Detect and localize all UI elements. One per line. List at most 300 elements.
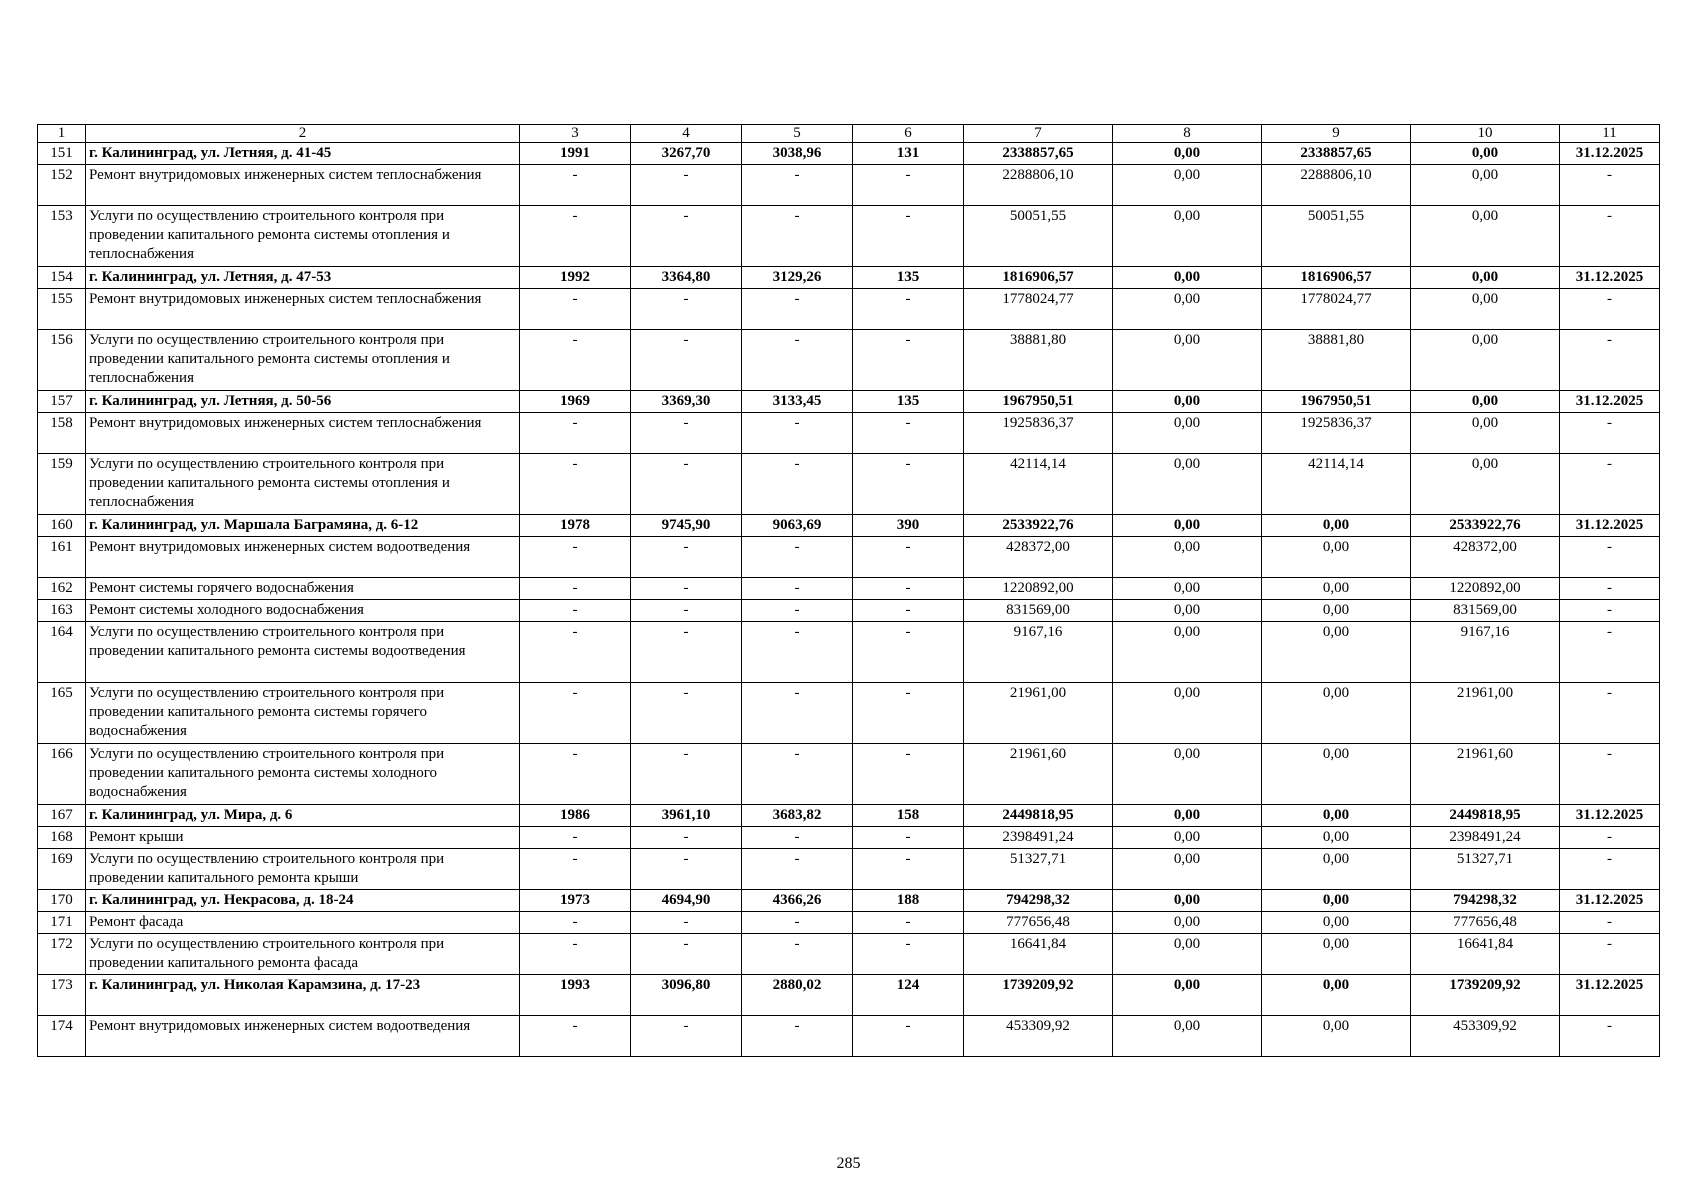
work-item-row [38, 934, 1660, 975]
description-cell: Услуги по осуществлению строительного контроля при проведении капитального ремонта системы отопления и теплоснабжения [86, 206, 520, 267]
living-area-cell: - [742, 849, 853, 890]
fund-cell-8: 0,00 [1113, 206, 1262, 267]
description-cell: Ремонт системы горячего водоснабжения [86, 578, 520, 600]
year-cell: - [520, 683, 631, 744]
year-cell: 1991 [520, 143, 631, 165]
year-cell: 1978 [520, 515, 631, 537]
work-item-row [38, 744, 1660, 805]
row-number-cell: 158 [38, 413, 86, 454]
total-cost-cell: 2449818,95 [964, 805, 1113, 827]
residents-cell: - [853, 330, 964, 391]
total-area-cell: - [631, 289, 742, 330]
total-cost-cell: 9167,16 [964, 622, 1113, 683]
year-cell: 1973 [520, 890, 631, 912]
row-number-cell: 151 [38, 143, 86, 165]
total-cost-cell: 51327,71 [964, 849, 1113, 890]
total-cost-cell: 2338857,65 [964, 143, 1113, 165]
residents-cell: - [853, 912, 964, 934]
deadline-cell: - [1560, 537, 1660, 578]
total-cost-cell: 777656,48 [964, 912, 1113, 934]
year-cell: - [520, 1016, 631, 1057]
total-area-cell: - [631, 413, 742, 454]
living-area-cell: - [742, 330, 853, 391]
description-cell: Услуги по осуществлению строительного контроля при проведении капитального ремонта системы горячего водоснабжения [86, 683, 520, 744]
residents-cell: 135 [853, 267, 964, 289]
fund-cell-9: 0,00 [1262, 805, 1411, 827]
total-cost-cell: 2398491,24 [964, 827, 1113, 849]
total-cost-cell: 16641,84 [964, 934, 1113, 975]
year-cell: - [520, 330, 631, 391]
fund-cell-10: 0,00 [1411, 289, 1560, 330]
work-item-row [38, 537, 1660, 578]
residents-cell: - [853, 165, 964, 206]
work-item-row [38, 600, 1660, 622]
residents-cell: - [853, 206, 964, 267]
header-cell: 10 [1411, 125, 1560, 143]
header-cell: 6 [853, 125, 964, 143]
fund-cell-8: 0,00 [1113, 975, 1262, 1016]
year-cell: - [520, 934, 631, 975]
deadline-cell: - [1560, 289, 1660, 330]
residents-cell: - [853, 934, 964, 975]
total-cost-cell: 453309,92 [964, 1016, 1113, 1057]
row-number-cell: 171 [38, 912, 86, 934]
deadline-cell: 31.12.2025 [1560, 975, 1660, 1016]
year-cell: - [520, 537, 631, 578]
living-area-cell: - [742, 912, 853, 934]
row-number-cell: 161 [38, 537, 86, 578]
address-row [38, 890, 1660, 912]
row-number-cell: 168 [38, 827, 86, 849]
description-cell: Услуги по осуществлению строительного контроля при проведении капитального ремонта системы водоотведения [86, 622, 520, 683]
header-cell: 7 [964, 125, 1113, 143]
residents-cell: - [853, 578, 964, 600]
year-cell: - [520, 578, 631, 600]
year-cell: - [520, 454, 631, 515]
living-area-cell: - [742, 827, 853, 849]
row-number-cell: 154 [38, 267, 86, 289]
row-number-cell: 170 [38, 890, 86, 912]
fund-cell-8: 0,00 [1113, 578, 1262, 600]
header-cell: 1 [38, 125, 86, 143]
total-area-cell: - [631, 683, 742, 744]
living-area-cell: - [742, 622, 853, 683]
total-area-cell: 4694,90 [631, 890, 742, 912]
fund-cell-9: 0,00 [1262, 515, 1411, 537]
year-cell: - [520, 600, 631, 622]
header-cell: 5 [742, 125, 853, 143]
fund-cell-9: 0,00 [1262, 849, 1411, 890]
fund-cell-8: 0,00 [1113, 934, 1262, 975]
year-cell: 1992 [520, 267, 631, 289]
total-cost-cell: 42114,14 [964, 454, 1113, 515]
fund-cell-10: 2533922,76 [1411, 515, 1560, 537]
work-item-row [38, 165, 1660, 206]
deadline-cell: 31.12.2025 [1560, 515, 1660, 537]
description-cell: Услуги по осуществлению строительного контроля при проведении капитального ремонта системы отопления и теплоснабжения [86, 454, 520, 515]
fund-cell-9: 0,00 [1262, 890, 1411, 912]
fund-cell-10: 428372,00 [1411, 537, 1560, 578]
fund-cell-9: 0,00 [1262, 578, 1411, 600]
fund-cell-10: 2398491,24 [1411, 827, 1560, 849]
work-item-row [38, 912, 1660, 934]
fund-cell-8: 0,00 [1113, 805, 1262, 827]
fund-cell-10: 21961,00 [1411, 683, 1560, 744]
total-cost-cell: 1220892,00 [964, 578, 1113, 600]
fund-cell-8: 0,00 [1113, 827, 1262, 849]
total-area-cell: 3364,80 [631, 267, 742, 289]
fund-cell-10: 1220892,00 [1411, 578, 1560, 600]
header-cell: 9 [1262, 125, 1411, 143]
fund-cell-9: 0,00 [1262, 827, 1411, 849]
fund-cell-10: 831569,00 [1411, 600, 1560, 622]
total-area-cell: - [631, 849, 742, 890]
table-body [38, 125, 1660, 1057]
fund-cell-10: 9167,16 [1411, 622, 1560, 683]
year-cell: - [520, 622, 631, 683]
fund-cell-9: 1816906,57 [1262, 267, 1411, 289]
fund-cell-8: 0,00 [1113, 849, 1262, 890]
living-area-cell: - [742, 1016, 853, 1057]
deadline-cell: - [1560, 413, 1660, 454]
row-number-cell: 164 [38, 622, 86, 683]
header-cell: 3 [520, 125, 631, 143]
total-cost-cell: 1816906,57 [964, 267, 1113, 289]
deadline-cell: - [1560, 683, 1660, 744]
row-number-cell: 167 [38, 805, 86, 827]
living-area-cell: 3133,45 [742, 391, 853, 413]
residents-cell: 158 [853, 805, 964, 827]
fund-cell-10: 0,00 [1411, 267, 1560, 289]
living-area-cell: - [742, 537, 853, 578]
residents-cell: - [853, 537, 964, 578]
work-item-row [38, 413, 1660, 454]
year-cell: - [520, 827, 631, 849]
residents-cell: 135 [853, 391, 964, 413]
total-area-cell: 3267,70 [631, 143, 742, 165]
total-cost-cell: 428372,00 [964, 537, 1113, 578]
deadline-cell: - [1560, 744, 1660, 805]
description-cell: г. Калининград, ул. Николая Карамзина, д. 17-23 [86, 975, 520, 1016]
deadline-cell: - [1560, 454, 1660, 515]
residents-cell: 390 [853, 515, 964, 537]
living-area-cell: - [742, 934, 853, 975]
row-number-cell: 153 [38, 206, 86, 267]
description-cell: Услуги по осуществлению строительного контроля при проведении капитального ремонта фасада [86, 934, 520, 975]
total-cost-cell: 1925836,37 [964, 413, 1113, 454]
capital-repair-table [37, 124, 1660, 1057]
total-cost-cell: 2288806,10 [964, 165, 1113, 206]
work-item-row [38, 622, 1660, 683]
page-number: 285 [836, 1155, 861, 1172]
fund-cell-8: 0,00 [1113, 890, 1262, 912]
residents-cell: - [853, 600, 964, 622]
deadline-cell: - [1560, 912, 1660, 934]
row-number-cell: 173 [38, 975, 86, 1016]
total-area-cell: 3096,80 [631, 975, 742, 1016]
table-header-row [38, 125, 1660, 143]
fund-cell-8: 0,00 [1113, 537, 1262, 578]
row-number-cell: 162 [38, 578, 86, 600]
deadline-cell: - [1560, 578, 1660, 600]
row-number-cell: 165 [38, 683, 86, 744]
description-cell: г. Калининград, ул. Маршала Баграмяна, д. 6-12 [86, 515, 520, 537]
year-cell: - [520, 744, 631, 805]
header-cell: 11 [1560, 125, 1660, 143]
fund-cell-10: 0,00 [1411, 454, 1560, 515]
year-cell: - [520, 912, 631, 934]
row-number-cell: 166 [38, 744, 86, 805]
fund-cell-10: 51327,71 [1411, 849, 1560, 890]
fund-cell-9: 42114,14 [1262, 454, 1411, 515]
fund-cell-10: 777656,48 [1411, 912, 1560, 934]
work-item-row [38, 330, 1660, 391]
deadline-cell: - [1560, 600, 1660, 622]
total-cost-cell: 38881,80 [964, 330, 1113, 391]
year-cell: - [520, 413, 631, 454]
total-cost-cell: 21961,00 [964, 683, 1113, 744]
deadline-cell: - [1560, 165, 1660, 206]
fund-cell-10: 0,00 [1411, 206, 1560, 267]
total-area-cell: - [631, 744, 742, 805]
year-cell: - [520, 165, 631, 206]
address-row [38, 143, 1660, 165]
row-number-cell: 159 [38, 454, 86, 515]
total-area-cell: - [631, 934, 742, 975]
fund-cell-9: 1967950,51 [1262, 391, 1411, 413]
fund-cell-9: 0,00 [1262, 683, 1411, 744]
header-cell: 8 [1113, 125, 1262, 143]
total-area-cell: - [631, 537, 742, 578]
work-item-row [38, 1016, 1660, 1057]
total-area-cell: - [631, 206, 742, 267]
living-area-cell: - [742, 454, 853, 515]
living-area-cell: - [742, 206, 853, 267]
fund-cell-8: 0,00 [1113, 600, 1262, 622]
address-row [38, 267, 1660, 289]
fund-cell-8: 0,00 [1113, 744, 1262, 805]
address-row [38, 391, 1660, 413]
year-cell: 1986 [520, 805, 631, 827]
work-item-row [38, 849, 1660, 890]
total-cost-cell: 2533922,76 [964, 515, 1113, 537]
description-cell: Ремонт внутридомовых инженерных систем водоотведения [86, 537, 520, 578]
fund-cell-10: 0,00 [1411, 143, 1560, 165]
fund-cell-9: 0,00 [1262, 600, 1411, 622]
total-cost-cell: 794298,32 [964, 890, 1113, 912]
fund-cell-9: 1778024,77 [1262, 289, 1411, 330]
fund-cell-8: 0,00 [1113, 143, 1262, 165]
total-area-cell: 3369,30 [631, 391, 742, 413]
living-area-cell: - [742, 165, 853, 206]
residents-cell: - [853, 1016, 964, 1057]
total-area-cell: - [631, 454, 742, 515]
fund-cell-8: 0,00 [1113, 413, 1262, 454]
total-cost-cell: 1778024,77 [964, 289, 1113, 330]
fund-cell-9: 38881,80 [1262, 330, 1411, 391]
deadline-cell: - [1560, 206, 1660, 267]
total-area-cell: 9745,90 [631, 515, 742, 537]
residents-cell: - [853, 413, 964, 454]
address-row [38, 975, 1660, 1016]
living-area-cell: 2880,02 [742, 975, 853, 1016]
fund-cell-10: 453309,92 [1411, 1016, 1560, 1057]
fund-cell-10: 794298,32 [1411, 890, 1560, 912]
fund-cell-10: 2449818,95 [1411, 805, 1560, 827]
description-cell: Услуги по осуществлению строительного контроля при проведении капитального ремонта системы отопления и теплоснабжения [86, 330, 520, 391]
total-cost-cell: 50051,55 [964, 206, 1113, 267]
fund-cell-9: 2338857,65 [1262, 143, 1411, 165]
fund-cell-10: 21961,60 [1411, 744, 1560, 805]
living-area-cell: - [742, 744, 853, 805]
fund-cell-9: 0,00 [1262, 744, 1411, 805]
fund-cell-9: 0,00 [1262, 912, 1411, 934]
fund-cell-8: 0,00 [1113, 515, 1262, 537]
total-cost-cell: 831569,00 [964, 600, 1113, 622]
residents-cell: - [853, 849, 964, 890]
fund-cell-9: 0,00 [1262, 934, 1411, 975]
total-cost-cell: 1739209,92 [964, 975, 1113, 1016]
fund-cell-8: 0,00 [1113, 683, 1262, 744]
description-cell: Ремонт фасада [86, 912, 520, 934]
total-area-cell: - [631, 330, 742, 391]
fund-cell-8: 0,00 [1113, 267, 1262, 289]
work-item-row [38, 454, 1660, 515]
description-cell: Ремонт системы холодного водоснабжения [86, 600, 520, 622]
row-number-cell: 157 [38, 391, 86, 413]
fund-cell-10: 0,00 [1411, 165, 1560, 206]
header-cell: 4 [631, 125, 742, 143]
total-area-cell: 3961,10 [631, 805, 742, 827]
deadline-cell: 31.12.2025 [1560, 391, 1660, 413]
row-number-cell: 169 [38, 849, 86, 890]
deadline-cell: - [1560, 330, 1660, 391]
living-area-cell: 3129,26 [742, 267, 853, 289]
description-cell: Ремонт внутридомовых инженерных систем теплоснабжения [86, 165, 520, 206]
total-area-cell: - [631, 827, 742, 849]
residents-cell: - [853, 622, 964, 683]
fund-cell-10: 0,00 [1411, 391, 1560, 413]
residents-cell: - [853, 454, 964, 515]
deadline-cell: - [1560, 1016, 1660, 1057]
fund-cell-8: 0,00 [1113, 391, 1262, 413]
residents-cell: 131 [853, 143, 964, 165]
row-number-cell: 152 [38, 165, 86, 206]
row-number-cell: 156 [38, 330, 86, 391]
description-cell: Ремонт крыши [86, 827, 520, 849]
fund-cell-10: 16641,84 [1411, 934, 1560, 975]
description-cell: г. Калининград, ул. Летняя, д. 47-53 [86, 267, 520, 289]
description-cell: Ремонт внутридомовых инженерных систем водоотведения [86, 1016, 520, 1057]
residents-cell: 124 [853, 975, 964, 1016]
year-cell: - [520, 206, 631, 267]
row-number-cell: 155 [38, 289, 86, 330]
living-area-cell: 4366,26 [742, 890, 853, 912]
living-area-cell: - [742, 289, 853, 330]
living-area-cell: 3683,82 [742, 805, 853, 827]
total-cost-cell: 1967950,51 [964, 391, 1113, 413]
residents-cell: - [853, 289, 964, 330]
fund-cell-10: 0,00 [1411, 413, 1560, 454]
living-area-cell: 3038,96 [742, 143, 853, 165]
total-area-cell: - [631, 622, 742, 683]
residents-cell: - [853, 744, 964, 805]
work-item-row [38, 206, 1660, 267]
fund-cell-8: 0,00 [1113, 454, 1262, 515]
fund-cell-9: 1925836,37 [1262, 413, 1411, 454]
fund-cell-8: 0,00 [1113, 622, 1262, 683]
living-area-cell: - [742, 683, 853, 744]
work-item-row [38, 289, 1660, 330]
fund-cell-9: 0,00 [1262, 537, 1411, 578]
row-number-cell: 174 [38, 1016, 86, 1057]
deadline-cell: 31.12.2025 [1560, 890, 1660, 912]
fund-cell-8: 0,00 [1113, 289, 1262, 330]
description-cell: Услуги по осуществлению строительного контроля при проведении капитального ремонта системы холодного водоснабжения [86, 744, 520, 805]
deadline-cell: - [1560, 849, 1660, 890]
work-item-row [38, 578, 1660, 600]
description-cell: г. Калининград, ул. Летняя, д. 50-56 [86, 391, 520, 413]
work-item-row [38, 827, 1660, 849]
living-area-cell: - [742, 600, 853, 622]
description-cell: Ремонт внутридомовых инженерных систем теплоснабжения [86, 413, 520, 454]
living-area-cell: - [742, 413, 853, 454]
deadline-cell: - [1560, 622, 1660, 683]
year-cell: - [520, 849, 631, 890]
description-cell: Услуги по осуществлению строительного контроля при проведении капитального ремонта крыши [86, 849, 520, 890]
fund-cell-8: 0,00 [1113, 330, 1262, 391]
fund-cell-9: 0,00 [1262, 622, 1411, 683]
fund-cell-10: 1739209,92 [1411, 975, 1560, 1016]
fund-cell-9: 0,00 [1262, 1016, 1411, 1057]
fund-cell-10: 0,00 [1411, 330, 1560, 391]
deadline-cell: 31.12.2025 [1560, 267, 1660, 289]
description-cell: г. Калининград, ул. Некрасова, д. 18-24 [86, 890, 520, 912]
fund-cell-8: 0,00 [1113, 165, 1262, 206]
fund-cell-9: 2288806,10 [1262, 165, 1411, 206]
fund-cell-9: 50051,55 [1262, 206, 1411, 267]
year-cell: - [520, 289, 631, 330]
residents-cell: - [853, 683, 964, 744]
deadline-cell: 31.12.2025 [1560, 143, 1660, 165]
total-area-cell: - [631, 912, 742, 934]
deadline-cell: - [1560, 827, 1660, 849]
living-area-cell: - [742, 578, 853, 600]
description-cell: г. Калининград, ул. Летняя, д. 41-45 [86, 143, 520, 165]
total-area-cell: - [631, 600, 742, 622]
work-item-row [38, 683, 1660, 744]
row-number-cell: 163 [38, 600, 86, 622]
address-row [38, 805, 1660, 827]
living-area-cell: 9063,69 [742, 515, 853, 537]
fund-cell-8: 0,00 [1113, 1016, 1262, 1057]
deadline-cell: 31.12.2025 [1560, 805, 1660, 827]
header-cell: 2 [86, 125, 520, 143]
description-cell: г. Калининград, ул. Мира, д. 6 [86, 805, 520, 827]
total-area-cell: - [631, 578, 742, 600]
deadline-cell: - [1560, 934, 1660, 975]
description-cell: Ремонт внутридомовых инженерных систем теплоснабжения [86, 289, 520, 330]
fund-cell-9: 0,00 [1262, 975, 1411, 1016]
address-row [38, 515, 1660, 537]
row-number-cell: 160 [38, 515, 86, 537]
total-area-cell: - [631, 1016, 742, 1057]
total-cost-cell: 21961,60 [964, 744, 1113, 805]
fund-cell-8: 0,00 [1113, 912, 1262, 934]
residents-cell: 188 [853, 890, 964, 912]
year-cell: 1969 [520, 391, 631, 413]
total-area-cell: - [631, 165, 742, 206]
